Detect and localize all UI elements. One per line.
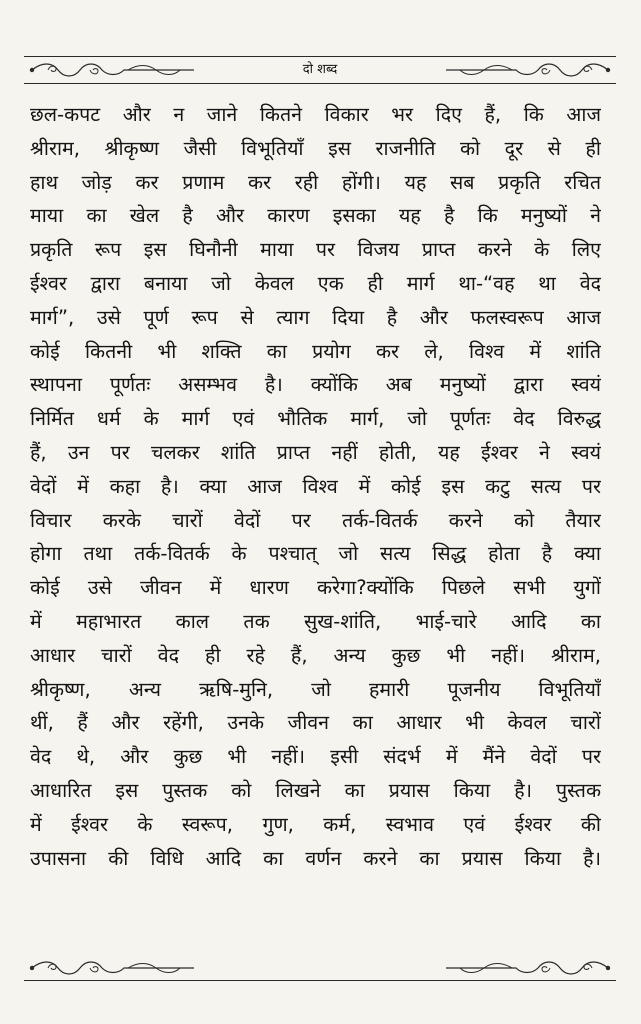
- page-footer: [24, 956, 616, 984]
- text-line: वेदों में कहा है। क्या आज विश्व में कोई इस कटु सत्य पर: [30, 474, 601, 498]
- text-line: कोई उसे जीवन में धारण करेगा?क्योंकि पिछले सभी युगों: [30, 576, 601, 600]
- footer-rule: [24, 980, 616, 981]
- text-line: प्रकृति रूप इस घिनौनी माया पर विजय प्राप्त करने के लिए: [30, 238, 601, 262]
- text-line: में महाभारत काल तक सुख-शांति, भाई-चारे आदि का: [30, 609, 601, 633]
- floral-scroll-ornament-icon: [28, 958, 198, 978]
- text-line: श्रीकृष्ण, अन्य ऋषि-मुनि, जो हमारी पूजनीय विभूतियाँ: [30, 677, 601, 701]
- header-top-rule: [24, 56, 616, 57]
- text-line: होगा तथा तर्क-वितर्क के पश्चात् जो सत्य सिद्ध होता है क्या: [30, 542, 601, 566]
- running-head: दो शब्द: [302, 62, 338, 77]
- text-line: आधार चारों वेद ही रहे हैं, अन्य कुछ भी नहीं। श्रीराम,: [30, 643, 601, 667]
- text-line: स्थापना पूर्णतः असम्भव है। क्योंकि अब मनुष्यों द्वारा स्वयं: [30, 373, 601, 397]
- text-line: ईश्वर द्वारा बनाया जो केवल एक ही मार्ग था-“वह था वेद: [30, 271, 601, 295]
- text-line: आधारित इस पुस्तक को लिखने का प्रयास किया है। पुस्तक: [30, 778, 601, 802]
- text-line: हैं, उन पर चलकर शांति प्राप्त नहीं होती, यह ईश्वर ने स्वयं: [30, 440, 601, 464]
- text-line: मार्ग”, उसे पूर्ण रूप से त्याग दिया है और फलस्वरूप आज: [30, 305, 601, 329]
- text-line: उपासना की विधि आदि का वर्णन करने का प्रयास किया है।: [30, 846, 601, 870]
- text-line: हाथ जोड़ कर प्रणाम कर रही होंगी। यह सब प्रकृति रचित: [30, 170, 601, 194]
- text-line: थीं, हैं और रहेंगी, उनके जीवन का आधार भी केवल चारों: [30, 711, 601, 735]
- text-line: माया का खेल है और कारण इसका यह है कि मनुष्यों ने: [30, 204, 601, 228]
- floral-scroll-ornament-icon: [442, 60, 612, 80]
- text-line: निर्मित धर्म के मार्ग एवं भौतिक मार्ग, जो पूर्णतः वेद विरुद्ध: [30, 407, 601, 431]
- text-line: में ईश्वर के स्वरूप, गुण, कर्म, स्वभाव एवं ईश्वर की: [30, 812, 601, 836]
- text-line: विचार करके चारों वेदों पर तर्क-वितर्क करने को तैयार: [30, 508, 601, 532]
- text-line: श्रीराम, श्रीकृष्ण जैसी विभूतियाँ इस राजनीति को दूर से ही: [30, 136, 601, 160]
- text-line: वेद थे, और कुछ भी नहीं। इसी संदर्भ में मैंने वेदों पर: [30, 745, 601, 769]
- body-paragraph: [30, 98, 601, 875]
- floral-scroll-ornament-icon: [442, 958, 612, 978]
- text-line: कोई कितनी भी शक्ति का प्रयोग कर ले, विश्व में शांति: [30, 339, 601, 363]
- text-line: छल-कपट और न जाने कितने विकार भर दिए हैं, कि आज: [30, 103, 601, 126]
- header-bottom-rule: [24, 83, 616, 84]
- page-header: [24, 56, 616, 84]
